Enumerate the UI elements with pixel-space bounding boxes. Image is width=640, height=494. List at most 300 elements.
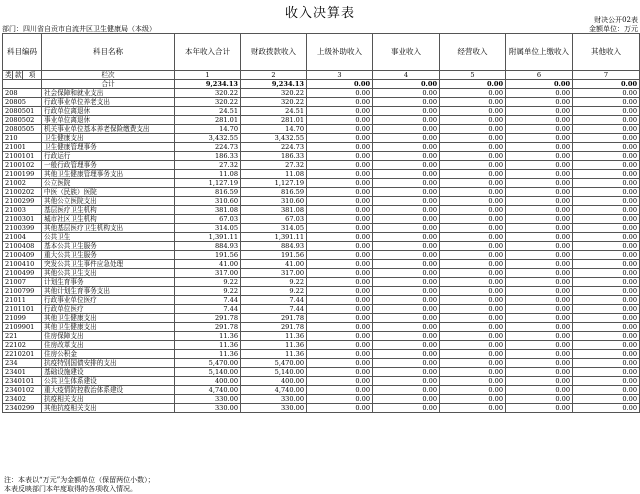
row-code: 2340299 — [3, 404, 42, 413]
row-operation: 0.00 — [440, 197, 506, 206]
row-business: 0.00 — [373, 350, 440, 359]
row-operation: 0.00 — [440, 359, 506, 368]
row-label: 栏次 — [42, 71, 175, 80]
department-label: 部门：四川省自贡市自流井区卫生健康局（本级） — [2, 25, 156, 33]
row-name: 城市社区卫生机构 — [42, 215, 175, 224]
table-row — [3, 125, 640, 134]
row-total: 24.51 — [175, 107, 241, 116]
total-value: 0.00 — [307, 80, 373, 89]
row-name: 机关事业单位基本养老保险缴费支出 — [42, 125, 175, 134]
row-code: 2100409 — [3, 251, 42, 260]
table-row — [3, 395, 640, 404]
row-other: 0.00 — [573, 323, 640, 332]
row-superior: 0.00 — [307, 179, 373, 188]
row-operation: 0.00 — [440, 107, 506, 116]
row-other: 0.00 — [573, 296, 640, 305]
row-business: 0.00 — [373, 251, 440, 260]
total-value: 9,234.13 — [241, 80, 307, 89]
row-code: 234 — [3, 359, 42, 368]
row-other: 0.00 — [573, 107, 640, 116]
row-operation: 0.00 — [440, 125, 506, 134]
row-operation: 0.00 — [440, 404, 506, 413]
row-total: 330.00 — [175, 395, 241, 404]
row-superior: 0.00 — [307, 215, 373, 224]
row-business: 0.00 — [373, 296, 440, 305]
row-business: 0.00 — [373, 206, 440, 215]
row-code: 2340102 — [3, 386, 42, 395]
row-name: 其他计划生育事务支出 — [42, 287, 175, 296]
row-operation: 0.00 — [440, 368, 506, 377]
row-total: 5,140.00 — [175, 368, 241, 377]
header-name: 科目名称 — [42, 34, 175, 71]
row-fiscal: 381.08 — [241, 206, 307, 215]
sub-header-class: 类 — [3, 71, 13, 80]
row-other: 0.00 — [573, 359, 640, 368]
row-code: 221 — [3, 332, 42, 341]
row-superior: 0.00 — [307, 278, 373, 287]
row-code: 2210201 — [3, 350, 42, 359]
row-name: 卫生健康支出 — [42, 134, 175, 143]
row-affiliate: 0.00 — [506, 224, 573, 233]
row-superior: 0.00 — [307, 143, 373, 152]
row-affiliate: 0.00 — [506, 242, 573, 251]
row-name: 住房改革支出 — [42, 341, 175, 350]
row-total: 14.70 — [175, 125, 241, 134]
row-superior: 0.00 — [307, 224, 373, 233]
row-name: 卫生健康管理事务 — [42, 143, 175, 152]
row-fiscal: 816.59 — [241, 188, 307, 197]
row-affiliate: 0.00 — [506, 395, 573, 404]
row-operation: 0.00 — [440, 287, 506, 296]
row-business: 0.00 — [373, 152, 440, 161]
row-business: 0.00 — [373, 116, 440, 125]
row-total: 41.00 — [175, 260, 241, 269]
table-row — [3, 377, 640, 386]
row-affiliate: 0.00 — [506, 332, 573, 341]
row-superior: 0.00 — [307, 404, 373, 413]
row-operation: 0.00 — [440, 278, 506, 287]
footnote-line: 注：本表以“万元”为金额单位（保留两位小数）； — [4, 476, 155, 484]
row-fiscal: 310.60 — [241, 197, 307, 206]
income-table — [2, 33, 640, 413]
table-row — [3, 350, 640, 359]
row-superior: 0.00 — [307, 287, 373, 296]
row-fiscal: 320.22 — [241, 98, 307, 107]
row-name: 行政事业单位养老支出 — [42, 98, 175, 107]
row-operation: 0.00 — [440, 152, 506, 161]
row-total: 9.22 — [175, 287, 241, 296]
row-total: 1,127.19 — [175, 179, 241, 188]
footnote-line: 本表反映部门本年度取得的各项收入情况。 — [4, 485, 137, 493]
row-code: 2100408 — [3, 242, 42, 251]
row-code: 2080505 — [3, 125, 42, 134]
row-name: 一般行政管理事务 — [42, 161, 175, 170]
row-other: 0.00 — [573, 188, 640, 197]
column-number-row — [3, 71, 640, 80]
row-other: 0.00 — [573, 269, 640, 278]
row-name: 重大公共卫生服务 — [42, 251, 175, 260]
row-business: 0.00 — [373, 125, 440, 134]
row-fiscal: 5,470.00 — [241, 359, 307, 368]
row-total: 11.36 — [175, 341, 241, 350]
row-name: 基本公共卫生服务 — [42, 242, 175, 251]
row-operation: 0.00 — [440, 224, 506, 233]
row-name: 公立医院 — [42, 179, 175, 188]
row-affiliate: 0.00 — [506, 215, 573, 224]
row-operation: 0.00 — [440, 269, 506, 278]
row-fiscal: 191.56 — [241, 251, 307, 260]
row-total: 320.22 — [175, 89, 241, 98]
row-superior: 0.00 — [307, 134, 373, 143]
row-operation: 0.00 — [440, 161, 506, 170]
row-total: 9.22 — [175, 278, 241, 287]
table-row — [3, 242, 640, 251]
row-affiliate: 0.00 — [506, 197, 573, 206]
row-total: 291.78 — [175, 323, 241, 332]
row-other: 0.00 — [573, 206, 640, 215]
table-row — [3, 143, 640, 152]
header-superior: 上级补助收入 — [307, 34, 373, 71]
sub-header-item: 项 — [23, 71, 42, 80]
row-business: 0.00 — [373, 107, 440, 116]
row-operation: 0.00 — [440, 215, 506, 224]
header-fiscal: 财政拨款收入 — [241, 34, 307, 71]
row-operation: 0.00 — [440, 377, 506, 386]
row-business: 0.00 — [373, 134, 440, 143]
row-total: 330.00 — [175, 404, 241, 413]
row-name: 公共卫生体系建设 — [42, 377, 175, 386]
row-total: 314.05 — [175, 224, 241, 233]
row-fiscal: 11.36 — [241, 332, 307, 341]
row-name: 其他公立医院支出 — [42, 197, 175, 206]
table-row — [3, 323, 640, 332]
row-superior: 0.00 — [307, 350, 373, 359]
row-superior: 0.00 — [307, 125, 373, 134]
row-fiscal: 224.73 — [241, 143, 307, 152]
row-other: 0.00 — [573, 278, 640, 287]
row-operation: 0.00 — [440, 341, 506, 350]
row-affiliate: 0.00 — [506, 314, 573, 323]
row-other: 0.00 — [573, 260, 640, 269]
row-fiscal: 5,140.00 — [241, 368, 307, 377]
row-business: 0.00 — [373, 377, 440, 386]
row-business: 0.00 — [373, 242, 440, 251]
row-code: 2100410 — [3, 260, 42, 269]
row-business: 0.00 — [373, 305, 440, 314]
col-number: 3 — [307, 71, 373, 80]
row-name: 抗疫相关支出 — [42, 395, 175, 404]
row-affiliate: 0.00 — [506, 404, 573, 413]
row-affiliate: 0.00 — [506, 125, 573, 134]
row-other: 0.00 — [573, 116, 640, 125]
row-code: 2100202 — [3, 188, 42, 197]
table-row — [3, 197, 640, 206]
row-fiscal: 1,127.19 — [241, 179, 307, 188]
row-name: 其他卫生健康管理事务支出 — [42, 170, 175, 179]
row-operation: 0.00 — [440, 242, 506, 251]
total-value: 0.00 — [506, 80, 573, 89]
row-business: 0.00 — [373, 89, 440, 98]
table-row — [3, 287, 640, 296]
row-superior: 0.00 — [307, 341, 373, 350]
table-row — [3, 170, 640, 179]
row-operation: 0.00 — [440, 323, 506, 332]
col-number: 2 — [241, 71, 307, 80]
row-superior: 0.00 — [307, 206, 373, 215]
row-superior: 0.00 — [307, 269, 373, 278]
table-row — [3, 404, 640, 413]
row-operation: 0.00 — [440, 188, 506, 197]
row-name: 行政事业单位医疗 — [42, 296, 175, 305]
row-affiliate: 0.00 — [506, 152, 573, 161]
row-name: 中医（民族）医院 — [42, 188, 175, 197]
row-business: 0.00 — [373, 269, 440, 278]
row-other: 0.00 — [573, 197, 640, 206]
row-affiliate: 0.00 — [506, 134, 573, 143]
row-total: 310.60 — [175, 197, 241, 206]
row-total: 4,740.00 — [175, 386, 241, 395]
report-title: 收入决算表 — [284, 6, 355, 21]
row-total: 224.73 — [175, 143, 241, 152]
row-fiscal: 11.36 — [241, 350, 307, 359]
row-business: 0.00 — [373, 179, 440, 188]
row-total: 27.32 — [175, 161, 241, 170]
table-row — [3, 269, 640, 278]
row-code: 2100399 — [3, 224, 42, 233]
row-operation: 0.00 — [440, 305, 506, 314]
row-total: 191.56 — [175, 251, 241, 260]
row-total: 3,432.55 — [175, 134, 241, 143]
row-total: 381.08 — [175, 206, 241, 215]
row-operation: 0.00 — [440, 395, 506, 404]
row-business: 0.00 — [373, 368, 440, 377]
row-affiliate: 0.00 — [506, 305, 573, 314]
row-code: 208 — [3, 89, 42, 98]
row-other: 0.00 — [573, 170, 640, 179]
row-business: 0.00 — [373, 161, 440, 170]
row-code: 2109901 — [3, 323, 42, 332]
row-fiscal: 41.00 — [241, 260, 307, 269]
row-name: 其他公共卫生支出 — [42, 269, 175, 278]
row-other: 0.00 — [573, 179, 640, 188]
row-total: 7.44 — [175, 296, 241, 305]
row-superior: 0.00 — [307, 359, 373, 368]
row-operation: 0.00 — [440, 296, 506, 305]
row-name: 抗疫特别国债安排的支出 — [42, 359, 175, 368]
row-total: 281.01 — [175, 116, 241, 125]
header-other: 其他收入 — [573, 34, 640, 71]
row-superior: 0.00 — [307, 296, 373, 305]
table-row — [3, 332, 640, 341]
header-business: 事业收入 — [373, 34, 440, 71]
row-code: 2101101 — [3, 305, 42, 314]
row-superior: 0.00 — [307, 98, 373, 107]
row-fiscal: 27.32 — [241, 161, 307, 170]
row-other: 0.00 — [573, 224, 640, 233]
row-business: 0.00 — [373, 323, 440, 332]
table-row — [3, 314, 640, 323]
header-total: 本年收入合计 — [175, 34, 241, 71]
row-total: 816.59 — [175, 188, 241, 197]
row-total: 7.44 — [175, 305, 241, 314]
row-code: 2080502 — [3, 116, 42, 125]
table-row — [3, 188, 640, 197]
row-other: 0.00 — [573, 314, 640, 323]
row-other: 0.00 — [573, 143, 640, 152]
row-other: 0.00 — [573, 125, 640, 134]
row-operation: 0.00 — [440, 134, 506, 143]
row-business: 0.00 — [373, 215, 440, 224]
sub-header-section: 款 — [13, 71, 23, 80]
row-affiliate: 0.00 — [506, 89, 573, 98]
row-fiscal: 9.22 — [241, 278, 307, 287]
row-superior: 0.00 — [307, 197, 373, 206]
row-total: 320.22 — [175, 98, 241, 107]
row-operation: 0.00 — [440, 314, 506, 323]
table-row — [3, 152, 640, 161]
row-code: 2100301 — [3, 215, 42, 224]
row-fiscal: 67.03 — [241, 215, 307, 224]
row-superior: 0.00 — [307, 395, 373, 404]
row-affiliate: 0.00 — [506, 323, 573, 332]
row-code: 2100799 — [3, 287, 42, 296]
row-name: 住房公积金 — [42, 350, 175, 359]
row-superior: 0.00 — [307, 323, 373, 332]
total-row — [3, 80, 640, 89]
row-affiliate: 0.00 — [506, 287, 573, 296]
footnotes — [4, 476, 155, 494]
row-fiscal: 7.44 — [241, 296, 307, 305]
row-other: 0.00 — [573, 287, 640, 296]
row-superior: 0.00 — [307, 377, 373, 386]
row-code: 23402 — [3, 395, 42, 404]
row-code: 210 — [3, 134, 42, 143]
row-operation: 0.00 — [440, 89, 506, 98]
row-affiliate: 0.00 — [506, 341, 573, 350]
row-other: 0.00 — [573, 341, 640, 350]
header-row — [3, 34, 640, 71]
row-superior: 0.00 — [307, 188, 373, 197]
row-total: 1,391.11 — [175, 233, 241, 242]
row-code: 2080501 — [3, 107, 42, 116]
row-business: 0.00 — [373, 188, 440, 197]
row-other: 0.00 — [573, 404, 640, 413]
table-number: 财决公开02表 — [594, 16, 638, 24]
row-operation: 0.00 — [440, 233, 506, 242]
row-fiscal: 14.70 — [241, 125, 307, 134]
row-fiscal: 314.05 — [241, 224, 307, 233]
row-affiliate: 0.00 — [506, 251, 573, 260]
table-row — [3, 98, 640, 107]
row-name: 住房保障支出 — [42, 332, 175, 341]
row-fiscal: 24.51 — [241, 107, 307, 116]
row-code: 2100299 — [3, 197, 42, 206]
col-number: 5 — [440, 71, 506, 80]
row-affiliate: 0.00 — [506, 170, 573, 179]
row-name: 其他基层医疗卫生机构支出 — [42, 224, 175, 233]
row-other: 0.00 — [573, 98, 640, 107]
row-superior: 0.00 — [307, 314, 373, 323]
row-superior: 0.00 — [307, 386, 373, 395]
row-business: 0.00 — [373, 98, 440, 107]
row-affiliate: 0.00 — [506, 278, 573, 287]
row-superior: 0.00 — [307, 251, 373, 260]
header-operation: 经营收入 — [440, 34, 506, 71]
row-total: 11.36 — [175, 350, 241, 359]
table-row — [3, 251, 640, 260]
col-number: 4 — [373, 71, 440, 80]
row-fiscal: 317.00 — [241, 269, 307, 278]
table-row — [3, 260, 640, 269]
row-superior: 0.00 — [307, 233, 373, 242]
total-value: 0.00 — [573, 80, 640, 89]
row-name: 行政运行 — [42, 152, 175, 161]
row-total: 67.03 — [175, 215, 241, 224]
row-operation: 0.00 — [440, 350, 506, 359]
row-name: 基础设施建设 — [42, 368, 175, 377]
table-row — [3, 107, 640, 116]
row-code: 2100102 — [3, 161, 42, 170]
row-operation: 0.00 — [440, 143, 506, 152]
row-fiscal: 884.93 — [241, 242, 307, 251]
row-other: 0.00 — [573, 377, 640, 386]
row-total: 884.93 — [175, 242, 241, 251]
row-name: 重大疫情防控救治体系建设 — [42, 386, 175, 395]
header-code: 科目编码 — [3, 34, 42, 71]
row-name: 基层医疗卫生机构 — [42, 206, 175, 215]
row-affiliate: 0.00 — [506, 377, 573, 386]
row-code: 2340101 — [3, 377, 42, 386]
row-fiscal: 9.22 — [241, 287, 307, 296]
row-superior: 0.00 — [307, 89, 373, 98]
row-superior: 0.00 — [307, 152, 373, 161]
row-affiliate: 0.00 — [506, 107, 573, 116]
row-fiscal: 7.44 — [241, 305, 307, 314]
table-row — [3, 89, 640, 98]
table-row — [3, 341, 640, 350]
total-label: 合计 — [42, 80, 175, 89]
row-fiscal: 1,391.11 — [241, 233, 307, 242]
row-affiliate: 0.00 — [506, 350, 573, 359]
row-other: 0.00 — [573, 215, 640, 224]
row-superior: 0.00 — [307, 170, 373, 179]
row-business: 0.00 — [373, 224, 440, 233]
row-code: 20805 — [3, 98, 42, 107]
row-total: 317.00 — [175, 269, 241, 278]
row-code: 22102 — [3, 341, 42, 350]
row-affiliate: 0.00 — [506, 188, 573, 197]
row-business: 0.00 — [373, 233, 440, 242]
row-fiscal: 281.01 — [241, 116, 307, 125]
row-superior: 0.00 — [307, 260, 373, 269]
row-fiscal: 291.78 — [241, 323, 307, 332]
row-affiliate: 0.00 — [506, 386, 573, 395]
row-code: 21003 — [3, 206, 42, 215]
row-code: 21011 — [3, 296, 42, 305]
row-business: 0.00 — [373, 332, 440, 341]
row-affiliate: 0.00 — [506, 161, 573, 170]
row-name: 突发公共卫生事件应急处理 — [42, 260, 175, 269]
row-operation: 0.00 — [440, 251, 506, 260]
row-other: 0.00 — [573, 152, 640, 161]
row-name: 其他抗疫相关支出 — [42, 404, 175, 413]
table-row — [3, 116, 640, 125]
row-name: 行政单位医疗 — [42, 305, 175, 314]
table-row — [3, 179, 640, 188]
row-business: 0.00 — [373, 314, 440, 323]
row-operation: 0.00 — [440, 206, 506, 215]
row-fiscal: 400.00 — [241, 377, 307, 386]
